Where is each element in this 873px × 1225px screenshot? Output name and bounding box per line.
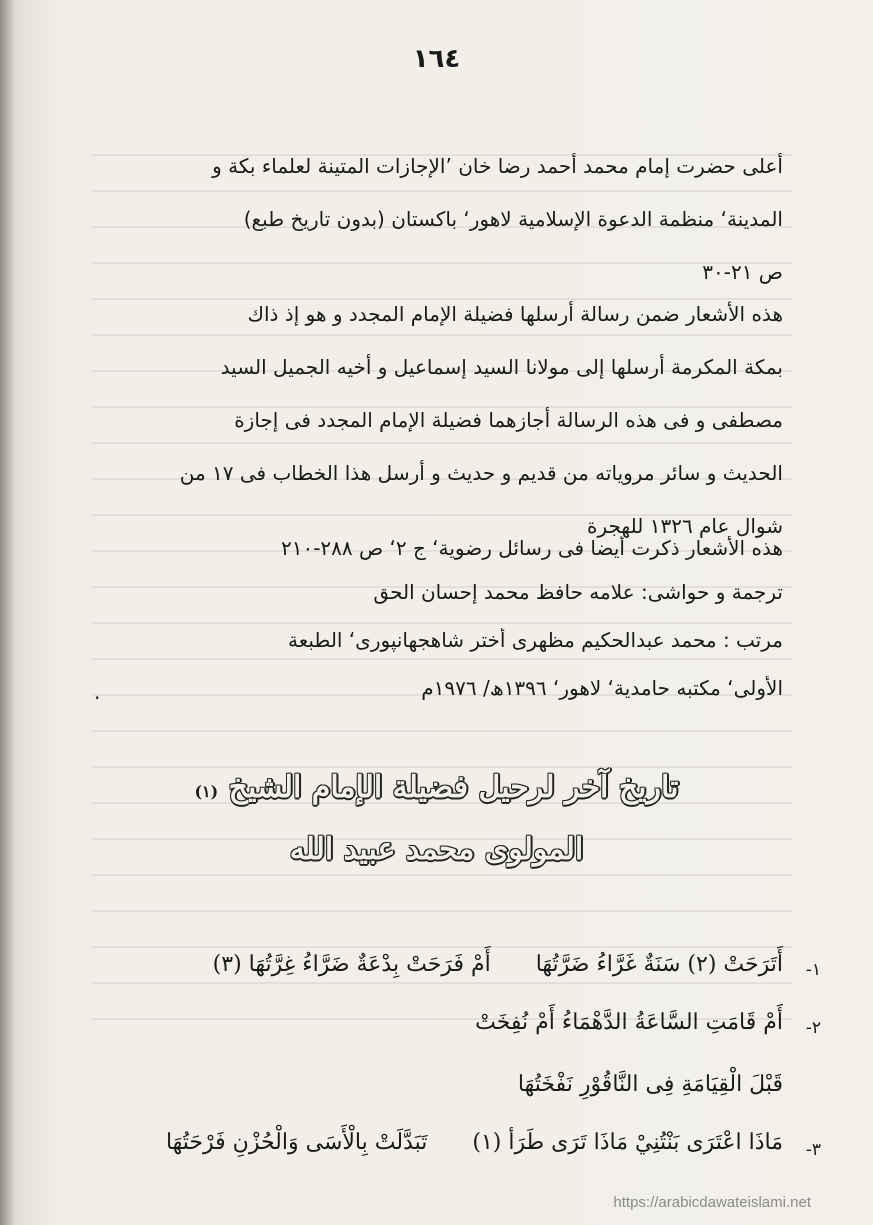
verse-hemistich: مَاذَا اعْتَرَى بَنْتُنِيْ مَاذَا تَرَى طَرَأ (١) — [472, 1130, 783, 1155]
verse-line — [103, 1072, 783, 1097]
editor-line: مرتب : محمد عبدالحكيم مظهرى أختر شاهجهانپورى‘ الطبعة — [288, 628, 783, 652]
editor-line: الأولى‘ مكتبه حامدية‘ لاهور‘ ١٣٩٦ھ/ ١٩٧٦م — [421, 676, 783, 700]
margin-dot: . — [94, 680, 101, 704]
heading-name: المولوى محمد عبيد الله — [289, 832, 584, 867]
verse-line — [103, 1130, 783, 1155]
poem-subheading — [0, 832, 873, 867]
paragraph-line: أعلى حضرت إمام محمد أحمد رضا خان ’الإجازات المتينة لعلماء بكة و — [212, 154, 783, 178]
verse-line — [103, 1010, 783, 1035]
verse-hemistich: قَبْلَ الْقِيَامَةِ فِى النَّاقُوْرِ نَفْخَتُهَا — [517, 1072, 783, 1097]
paragraph-line: ص ٢١-٣٠ — [702, 260, 783, 284]
paragraph-line: المدينة‘ منظمة الدعوة الإسلامية لاهور‘ باكستان (بدون تاريخ طبع) — [243, 207, 783, 231]
verse-number: -٣ — [805, 1140, 821, 1160]
book-spine-shadow — [0, 0, 14, 1225]
verse-hemistich: أَمْ فَرَحَتْ بِدْعَةٌ ضَرَّاءُ غِرَّتُهَا (٣) — [212, 952, 491, 977]
verse-number: -١ — [805, 960, 821, 980]
paragraph-line: مصطفى و فى هذه الرسالة أجازهما فضيلة الإمام المجدد فى إجازة — [234, 408, 783, 432]
verse-number: -٢ — [805, 1018, 821, 1038]
site-watermark: https://arabicdawateislami.net — [613, 1194, 811, 1211]
reference-paragraph — [123, 140, 783, 299]
heading-title: تاريخ آخر لرحيل فضيلة الإمام الشيخ — [228, 770, 679, 805]
verse-hemistich: أَتَرَحَتْ (٢) سَنَةٌ غَرَّاءُ ضَرَّتُهَا — [535, 952, 783, 977]
paragraph-line: هذه الأشعار ضمن رسالة أرسلها فضيلة الإمام المجدد و هو إذ ذاك — [247, 302, 783, 326]
translation-line: ترجمة و حواشى: علامه حافظ محمد إحسان الحق — [373, 580, 783, 604]
page-number: ١٦٤ — [412, 44, 461, 74]
context-paragraph — [123, 288, 783, 553]
paragraph-line: شوال عام ١٣٢٦ للهجرة — [587, 514, 783, 538]
verse-hemistich: تَبَدَّلَتْ بِالْأَسَى وَالْحُزْنِ فَرْحَتُهَا — [165, 1130, 428, 1155]
verse-line — [103, 952, 783, 977]
verse-hemistich: أَمْ قَامَتِ السَّاعَةُ الدَّهْمَاءُ أَمْ نُفِخَتْ — [475, 1010, 783, 1035]
paragraph-line: بمكة المكرمة أرسلها إلى مولانا السيد إسماعيل و أخيه الجميل السيد — [220, 355, 783, 379]
poem-heading — [0, 770, 873, 805]
heading-footnote-mark: (١) — [194, 782, 219, 801]
paragraph-line: الحديث و سائر مروياته من قديم و حديث و أرسل هذا الخطاب فى ١٧ من — [179, 461, 783, 485]
mentioned-line: هذه الأشعار ذكرت أيضا فى رسائل رضوية‘ ج ٢‘ ص ٢٨٨-٢١٠ — [280, 536, 783, 560]
